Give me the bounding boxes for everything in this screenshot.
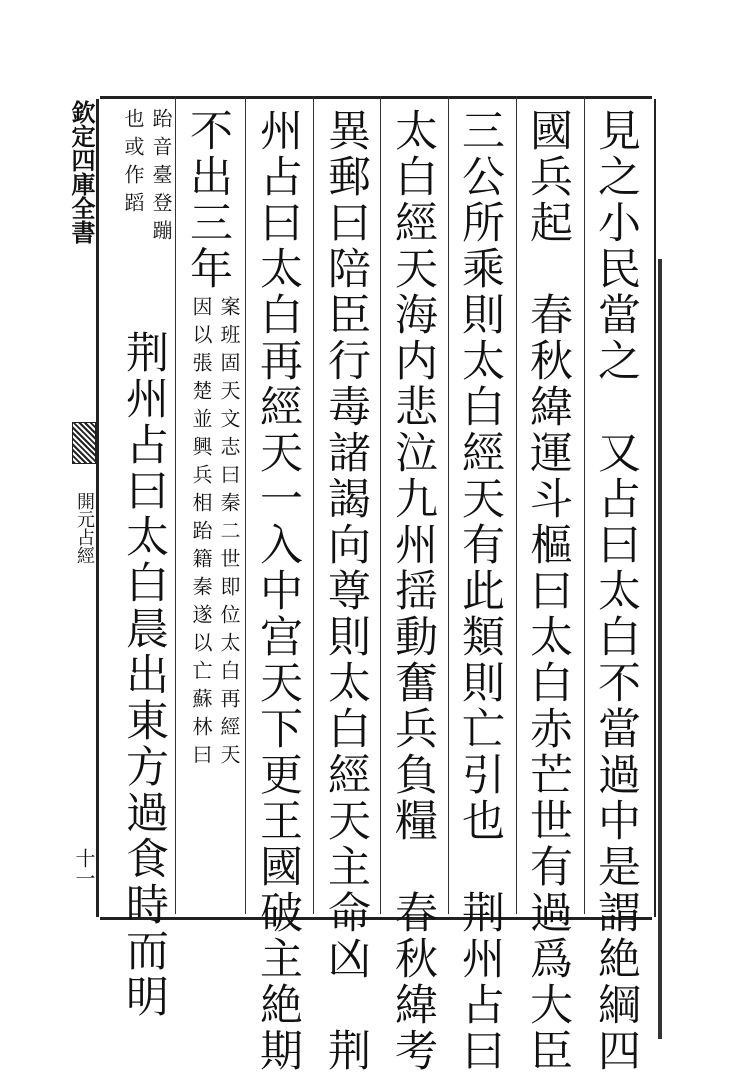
column-text: 國兵起 春秋緯運斗樞曰太白赤芒世有過爲大臣: [523, 108, 573, 1074]
text-column-8: [108, 108, 174, 1020]
column-text: 太白經天海内悲泣九州揺動奮兵負糧 春秋緯考: [388, 108, 438, 1074]
text-column-3: [452, 108, 508, 1074]
note-left: 也或作蹈: [121, 108, 145, 220]
note-right: 跆音臺登蹦: [149, 108, 173, 248]
column-rule: [584, 96, 585, 914]
column-text: 不出三年: [183, 108, 233, 292]
column-rule: [380, 96, 381, 914]
text-column-5: [318, 108, 374, 1074]
column-text: 異郵曰陪臣行毒諸謁向尊則太白經天主命凶 荆: [321, 108, 371, 1074]
frame-shadow-edge: [658, 259, 662, 1039]
margin-column: [68, 100, 98, 912]
text-column-7: [180, 108, 242, 906]
column-rule: [245, 96, 246, 914]
page-number: 十一: [72, 848, 96, 888]
text-column-4: [385, 108, 441, 1074]
column-rule: [313, 96, 314, 914]
frame-right-edge: [654, 99, 656, 917]
margin-book-title: 開元占經: [74, 492, 95, 564]
column-text: 三公所乘則太白經天有此類則亡引也 荆州占曰: [455, 108, 505, 1074]
column-rule: [448, 96, 449, 914]
text-column-6: [250, 108, 306, 1074]
column-rule: [516, 96, 517, 914]
text-column-2: [520, 108, 576, 1074]
double-line-note: [180, 296, 242, 906]
double-line-note: [108, 108, 174, 318]
note-left: 因以張楚並興兵相跆籍秦遂以亡蘇林曰: [189, 296, 213, 772]
column-text: 州占曰太白再經天一入中宫天下更王國破主絶期: [253, 108, 303, 1074]
column-text: 見之小民當之 又占曰太白不當過中是謂絶綱四: [591, 108, 641, 1074]
note-right: 案班固天文志曰秦二世即位太白再經天: [217, 296, 241, 772]
fishtail-mark: [72, 422, 96, 464]
text-column-1: [588, 108, 644, 1074]
column-text: 荆州占曰太白晨出東方過食時而明: [119, 330, 169, 1020]
margin-title: 欽定四庫全書: [67, 100, 96, 244]
column-rule: [175, 96, 176, 914]
